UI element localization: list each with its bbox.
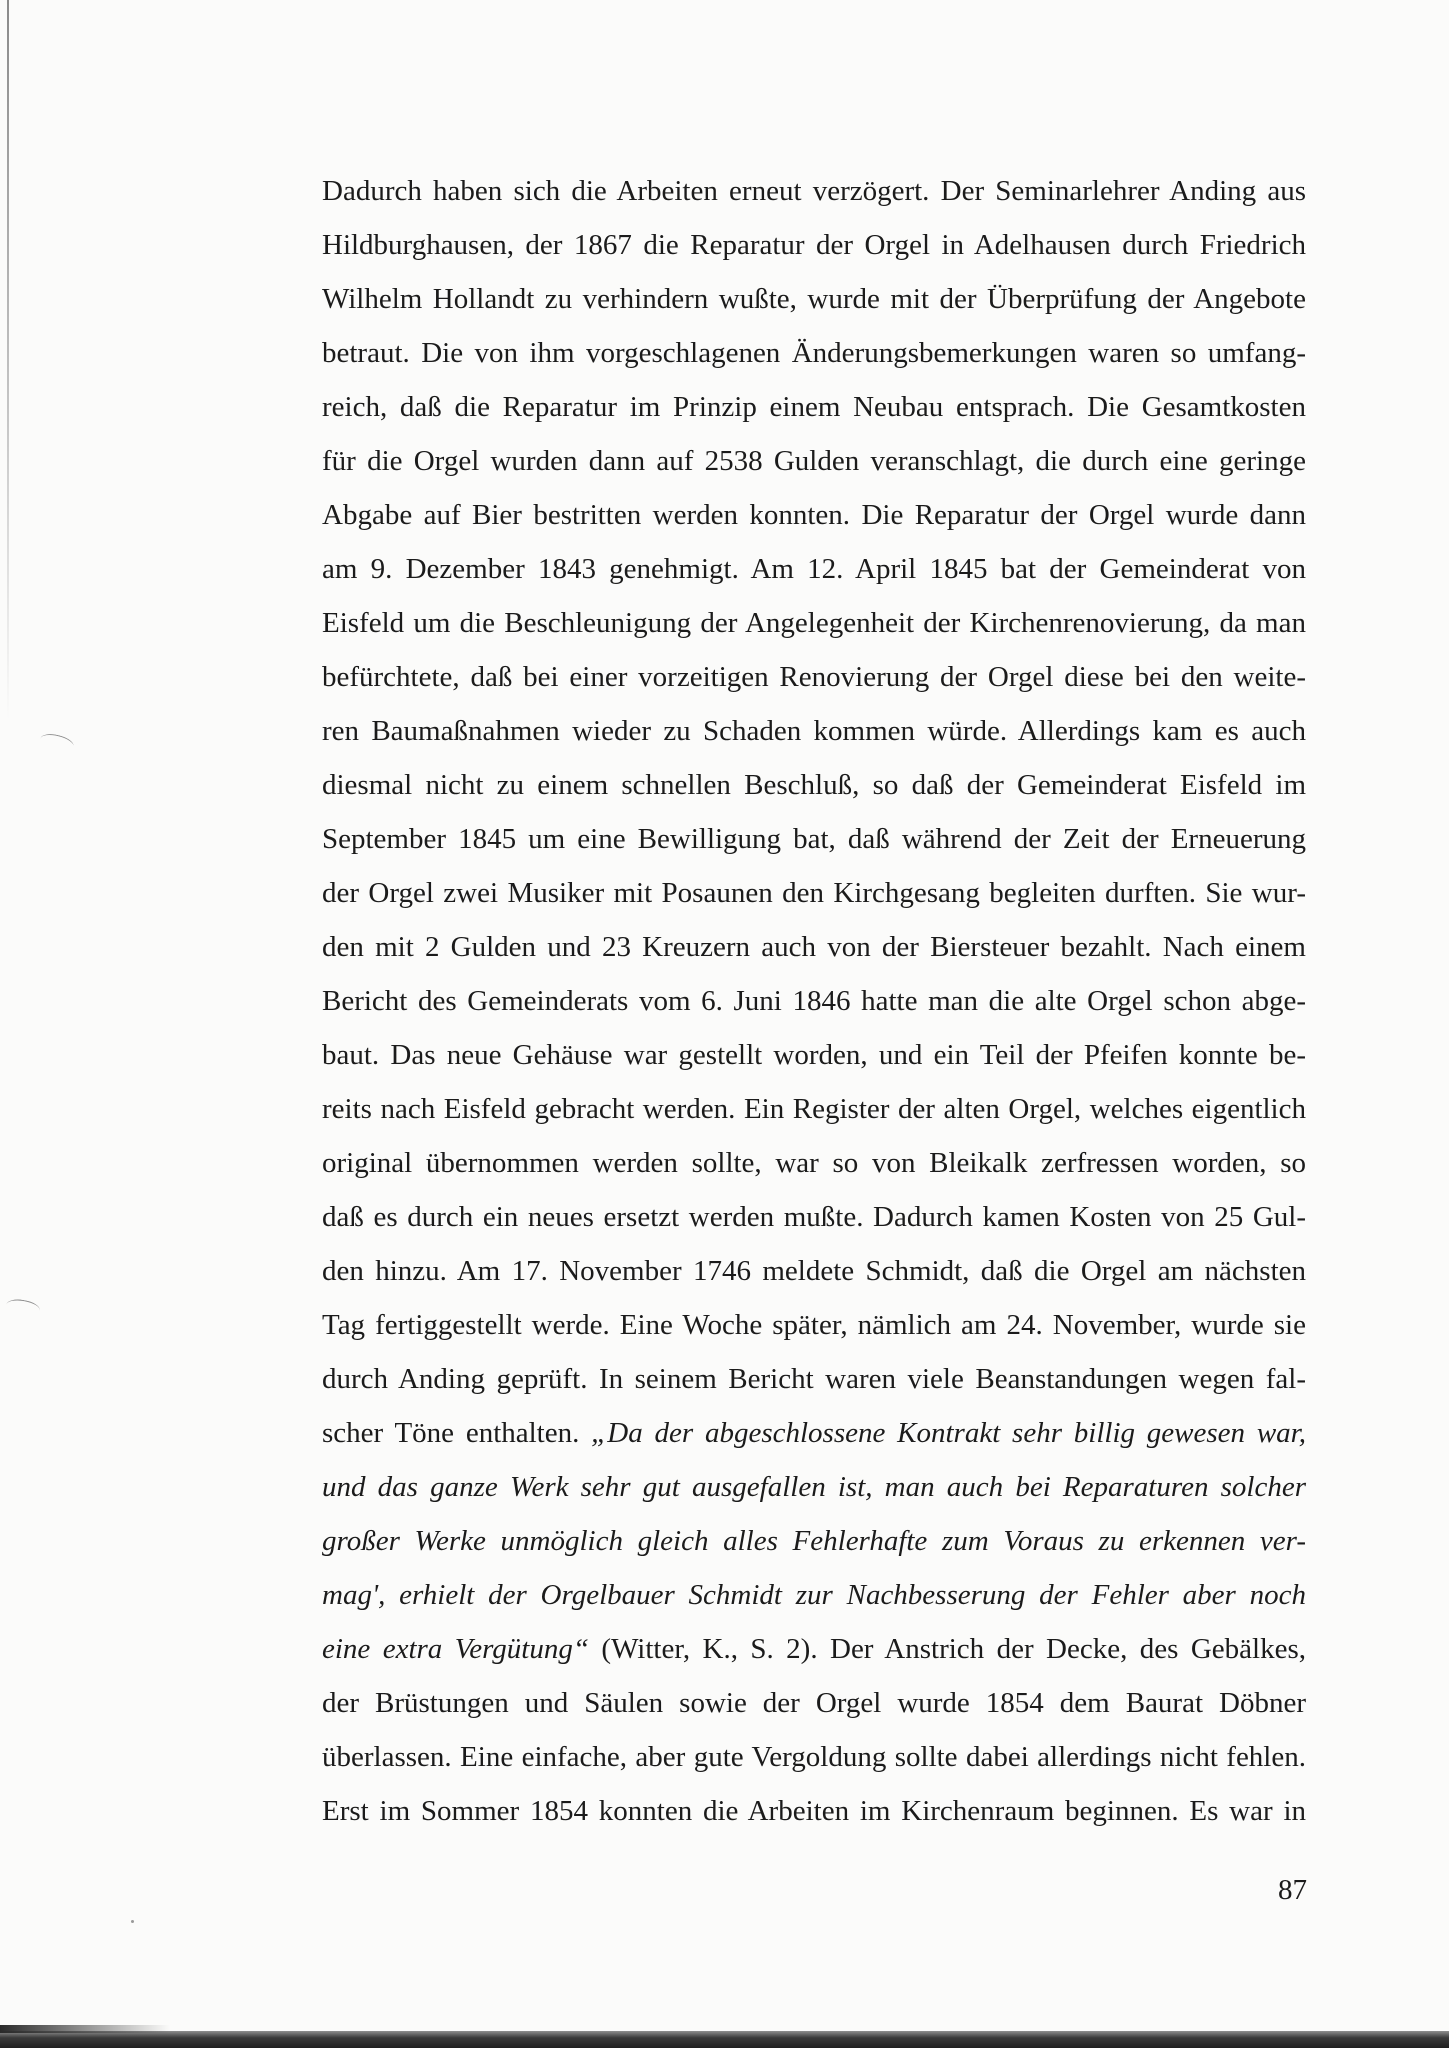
quote-text: eine extra Vergütung“ xyxy=(322,1633,589,1665)
text-line: den hinzu. Am 17. November 1746 meldete Schmidt, daß die Orgel am nächsten xyxy=(322,1255,1306,1287)
text-line: Dadurch haben sich die Arbeiten erneut verzögert. Der Seminarlehrer Anding aus xyxy=(322,175,1306,207)
text-line: der Orgel zwei Musiker mit Posaunen den Kirchgesang begleiten durften. Sie wur- xyxy=(322,877,1306,909)
text-line: für die Orgel wurden dann auf 2538 Gulden veranschlagt, die durch eine geringe xyxy=(322,445,1306,477)
text-line: Erst im Sommer 1854 konnten die Arbeiten im Kirchenraum beginnen. Es war in xyxy=(322,1795,1306,1827)
text-line: betraut. Die von ihm vorgeschlagenen Änderungsbemerkungen waren so umfang- xyxy=(322,337,1306,369)
scan-bottom-edge xyxy=(0,2031,1449,2048)
text-line: ren Baumaßnahmen wieder zu Schaden kommen würde. Allerdings kam es auch xyxy=(322,715,1306,747)
text-line: September 1845 um eine Bewilligung bat, daß während der Zeit der Erneuerung xyxy=(322,823,1306,855)
text-line: befürchtete, daß bei einer vorzeitigen Renovierung der Orgel diese bei den weite- xyxy=(322,661,1306,693)
text-line: diesmal nicht zu einem schnellen Beschluß, so daß der Gemeinderat Eisfeld im xyxy=(322,769,1306,801)
quote-line: großer Werke unmöglich gleich alles Fehlerhafte zum Voraus zu erkennen ver- xyxy=(322,1525,1306,1557)
scan-speck xyxy=(131,1920,134,1923)
scan-mark xyxy=(5,1297,41,1318)
text-line: den mit 2 Gulden und 23 Kreuzern auch von der Biersteuer bezahlt. Nach einem xyxy=(322,931,1306,963)
text-line: Bericht des Gemeinderats vom 6. Juni 1846 hatte man die alte Orgel schon abge- xyxy=(322,985,1306,1017)
body-paragraph xyxy=(322,164,1306,1838)
scan-left-edge-shadow xyxy=(7,0,9,720)
text-line: überlassen. Eine einfache, aber gute Vergoldung sollte dabei allerdings nicht fehlen. xyxy=(322,1741,1306,1773)
text-line: Eisfeld um die Beschleunigung der Angelegenheit der Kirchenrenovierung, da man xyxy=(322,607,1306,639)
quote-line: und das ganze Werk sehr gut ausgefallen ist, man auch bei Reparaturen solcher xyxy=(322,1471,1306,1503)
text-line: am 9. Dezember 1843 genehmigt. Am 12. April 1845 bat der Gemeinderat von xyxy=(322,553,1306,585)
text-line: Abgabe auf Bier bestritten werden konnten. Die Reparatur der Orgel wurde dann xyxy=(322,499,1306,531)
text-line: durch Anding geprüft. In seinem Bericht waren viele Beanstandungen wegen fal- xyxy=(322,1363,1306,1395)
text-line: baut. Das neue Gehäuse war gestellt worden, und ein Teil der Pfeifen konnte be- xyxy=(322,1039,1306,1071)
text-line: eine extra Vergütung“ (Witter, K., S. 2). Der Anstrich der Decke, des Gebälkes, xyxy=(322,1633,1306,1665)
scan-mark xyxy=(39,731,76,754)
text-line: der Brüstungen und Säulen sowie der Orgel wurde 1854 dem Baurat Döbner xyxy=(322,1687,1306,1719)
text-line: reich, daß die Reparatur im Prinzip einem Neubau entsprach. Die Gesamtkosten xyxy=(322,391,1306,423)
page-number: 87 xyxy=(1278,1874,1307,1906)
text-line: reits nach Eisfeld gebracht werden. Ein Register der alten Orgel, welches eigentlich xyxy=(322,1093,1306,1125)
text-line: scher Töne enthalten. „Da der abgeschlossene Kontrakt sehr billig gewesen war, xyxy=(322,1417,1306,1449)
text-line: Tag fertiggestellt werde. Eine Woche später, nämlich am 24. November, wurde sie xyxy=(322,1309,1306,1341)
quote-text: „Da der abgeschlossene Kontrakt sehr billig gewesen war, xyxy=(591,1417,1306,1449)
quote-line: mag', erhielt der Orgelbauer Schmidt zur Nachbesserung der Fehler aber noch xyxy=(322,1579,1306,1611)
text-line: original übernommen werden sollte, war so von Bleikalk zerfressen worden, so xyxy=(322,1147,1306,1179)
text-line: daß es durch ein neues ersetzt werden mußte. Dadurch kamen Kosten von 25 Gul- xyxy=(322,1201,1306,1233)
text-line: Hildburghausen, der 1867 die Reparatur der Orgel in Adelhausen durch Friedrich xyxy=(322,229,1306,261)
text-line: Wilhelm Hollandt zu verhindern wußte, wurde mit der Überprüfung der Angebote xyxy=(322,283,1306,315)
